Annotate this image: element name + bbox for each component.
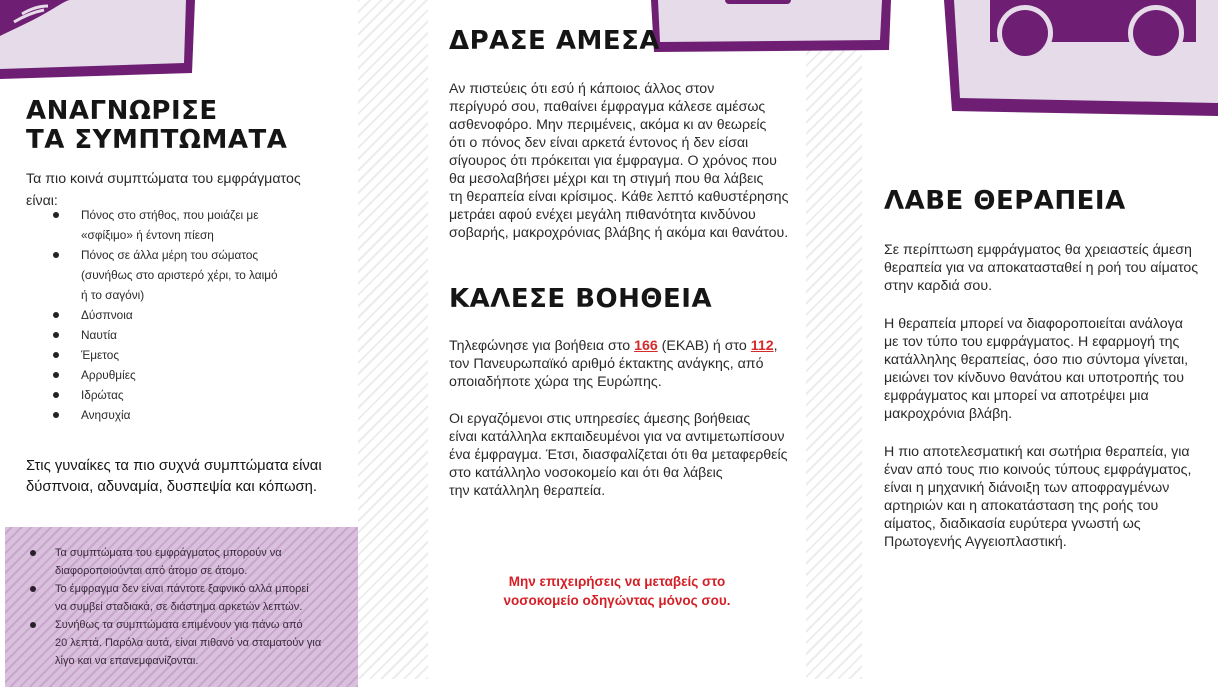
staff-text <box>449 410 787 500</box>
list-item <box>5 580 358 616</box>
women-symptoms-line: δύσπνοια, αδυναμία, δυσπεψία και κόπωση. <box>26 479 317 495</box>
call-text-line <box>449 337 778 355</box>
bullet-icon <box>30 586 36 592</box>
bullet-icon <box>53 212 59 218</box>
treatment-text-line: Η πιο αποτελεσματική και σωτήρια θεραπεία, για <box>884 444 1190 460</box>
notes-list <box>5 544 358 670</box>
driving-warning <box>449 572 785 610</box>
symptoms-intro-line: Τα πιο κοινά συμπτώματα του εμφράγματος <box>26 171 301 187</box>
treatment-text-line: Πρωτογενής Αγγειοπλαστική. <box>884 534 1067 550</box>
list-item <box>24 365 354 385</box>
call-text <box>449 337 778 391</box>
treatment-text-1 <box>884 241 1198 295</box>
staff-text-line: ένα έμφραγμα. Έτσι, διασφαλίζεται ότι θα μεταφερθείς <box>449 447 788 463</box>
list-item-text: ή το σαγόνι) <box>81 288 145 302</box>
call-text-part: , <box>773 338 778 354</box>
treatment-text-line: είναι η μηχανική διάνοιξη των αποφραγμένων <box>884 480 1170 496</box>
treatment-text-line: έναν από τους πιο κοινούς τύπους εμφράγματος, <box>884 462 1192 478</box>
list-item <box>24 205 354 245</box>
list-item-text: Αρρυθμίες <box>81 368 136 382</box>
act-text-line: ότι ο πόνος δεν είναι αρκετά έντονος ή δεν είσαι <box>449 135 749 151</box>
women-symptoms-text <box>26 456 322 498</box>
act-text-line: περίγυρό σου, παθαίνει έμφραγμα κάλεσε αμέσως <box>449 99 766 115</box>
treatment-text-line: μειώνει τον κίνδυνο θανάτου και υποτροπής του <box>884 370 1185 386</box>
symptoms-intro-line: είναι: <box>26 193 58 209</box>
symptoms-heading-line: ΑΝΑΓΝΩΡΙΣΕ <box>26 96 218 126</box>
col2-icon-frame <box>651 0 893 54</box>
bullet-icon <box>53 332 59 338</box>
symptoms-list <box>24 205 354 425</box>
act-text-line: θα μεσολαβήσει μέχρι και τη στιγμή που θα λάβεις <box>449 171 764 187</box>
driving-warning-line: Μην επιχειρήσεις να μεταβείς στο <box>508 574 726 589</box>
treatment-text-line: Σε περίπτωση εμφράγματος θα χρειαστείς άμεση <box>884 242 1192 258</box>
list-item <box>24 345 354 365</box>
bullet-icon <box>53 252 59 258</box>
act-text-line: τη θεραπεία είναι κρίσιμος. Κάθε λεπτό καθυστέρησης <box>449 189 789 205</box>
bullet-icon <box>53 372 59 378</box>
call-text-part: (ΕΚΑΒ) ή στο <box>657 338 751 354</box>
list-item-text: 20 λεπτά. Παρόλα αυτά, είναι πιθανό να σταματούν για <box>55 637 322 649</box>
staff-text-line: είναι κατάλληλα εκπαιδευμένοι για να αντιμετωπίσουν <box>449 429 785 445</box>
bullet-icon <box>53 352 59 358</box>
act-text-line: σοβαρής, μακροχρόνιας βλάβης ή ακόμα και θανάτου. <box>449 225 789 241</box>
list-item-text: «σφίξιμο» ή έντονη πίεση <box>81 228 214 242</box>
act-text-line: σίγουρος ότι πρόκειται για έμφραγμα. Ο χρόνος που <box>449 153 777 169</box>
list-item <box>24 305 354 325</box>
treatment-text-line: θεραπεία για να αποκατασταθεί η ροή του αίματος <box>884 260 1199 276</box>
symptoms-heading-line: ΤΑ ΣΥΜΠΤΩΜΑΤΑ <box>26 125 288 155</box>
list-item-text: Ιδρώτας <box>81 388 124 402</box>
bullet-icon <box>30 622 36 628</box>
list-item <box>24 245 354 305</box>
act-text <box>449 80 788 242</box>
staff-text-line: στο κατάλληλο νοσοκομείο και ότι θα λάβεις <box>449 465 723 481</box>
call-text-part: Τηλεφώνησε για βοήθεια στο <box>449 338 635 354</box>
staff-text-line: Οι εργαζόμενοι στις υπηρεσίες άμεσης βοήθειας <box>449 411 751 427</box>
list-item-text: Πόνος στο στήθος, που μοιάζει με <box>81 208 259 222</box>
list-item-text: Δύσπνοια <box>81 308 133 322</box>
staff-text-line: την κατάλληλη θεραπεία. <box>449 483 606 499</box>
treatment-text-2 <box>884 315 1188 423</box>
col1-icon-frame <box>0 0 200 82</box>
emergency-number-112-link[interactable]: 112 <box>750 338 774 354</box>
act-text-line: ασθενοφόρο. Μην περιμένεις, ακόμα κι αν θεωρείς <box>449 117 767 133</box>
treatment-text-3 <box>884 443 1191 551</box>
emergency-number-166-link[interactable]: 166 <box>634 338 658 354</box>
act-text-line: Αν πιστεύεις ότι εσύ ή κάποιος άλλος στον <box>449 81 715 97</box>
treatment-text-line: με τον τύπο του εμφράγματος. Η εφαρμογή της <box>884 334 1180 350</box>
list-item-text: Το έμφραγμα δεν είναι πάντοτε ξαφνικό αλλά μπορεί <box>55 583 309 595</box>
act-text-line: μετράει αφού ενέχει μεγάλη πιθανότητα κινδύνου <box>449 207 756 223</box>
treatment-text-line: μακροχρόνια βλάβη. <box>884 406 1013 422</box>
list-item <box>24 325 354 345</box>
bullet-icon <box>53 312 59 318</box>
list-item <box>24 385 354 405</box>
treatment-text-line: Η θεραπεία μπορεί να διαφοροποιείται ανάλογα <box>884 316 1183 332</box>
act-heading: ΔΡΑΣΕ ΑΜΕΣΑ <box>449 26 661 56</box>
list-item-text: Συνήθως τα συμπτώματα επιμένουν για πάνω από <box>55 619 303 631</box>
gutter-stripes-right <box>806 0 862 679</box>
list-item-text: Τα συμπτώματα του εμφράγματος μπορούν να <box>55 547 282 559</box>
list-item-text: Ναυτία <box>81 328 117 342</box>
list-item <box>24 405 354 425</box>
gutter-stripes-left <box>358 0 428 679</box>
treatment-text-line: αίματος, διαδικασία ευρύτερα γνωστή ως <box>884 516 1141 532</box>
symptoms-heading <box>26 97 287 155</box>
list-item <box>5 616 358 670</box>
driving-warning-line: νοσοκομείο οδηγώντας μόνος σου. <box>503 593 731 608</box>
list-item-text: Έμετος <box>81 348 120 362</box>
call-heading: ΚΑΛΕΣΕ ΒΟΗΘΕΙΑ <box>449 284 713 314</box>
list-item-text: Πόνος σε άλλα μέρη του σώματος <box>81 248 259 262</box>
treatment-heading: ΛΑΒΕ ΘΕΡΑΠΕΙΑ <box>884 186 1126 216</box>
bullet-icon <box>53 412 59 418</box>
women-symptoms-line: Στις γυναίκες τα πιο συχνά συμπτώματα είναι <box>26 458 322 474</box>
treatment-text-line: εμφράγματος και μπορεί να αποτρέψει μια <box>884 388 1149 404</box>
treatment-text-line: στην καρδιά σου. <box>884 278 993 294</box>
list-item-text: να συμβεί σταδιακά, σε διάστημα αρκετών λεπτών. <box>55 601 303 613</box>
list-item-text: Ανησυχία <box>81 408 131 422</box>
list-item-text: διαφοροποιούνται από άτομο σε άτομο. <box>55 565 248 577</box>
col3-icon-frame <box>944 0 1218 118</box>
list-item-text: (συνήθως στο αριστερό χέρι, το λαιμό <box>81 268 278 282</box>
call-text-line: οποιαδήποτε χώρα της Ευρώπης. <box>449 374 662 390</box>
list-item-text: λίγο και να επανεμφανίζονται. <box>55 655 199 667</box>
symptoms-intro <box>26 166 301 208</box>
list-item <box>5 544 358 580</box>
bullet-icon <box>53 392 59 398</box>
bullet-icon <box>30 550 36 556</box>
treatment-text-line: αρτηριών και η αποκατάσταση της ροής του <box>884 498 1159 514</box>
call-text-line: τον Πανευρωπαϊκό αριθμό έκτακτης ανάγκης, από <box>449 356 764 372</box>
treatment-text-line: κατάλληλης θεραπείας, όσο πιο σύντομα γίνεται, <box>884 352 1189 368</box>
phone-icon <box>725 0 791 4</box>
